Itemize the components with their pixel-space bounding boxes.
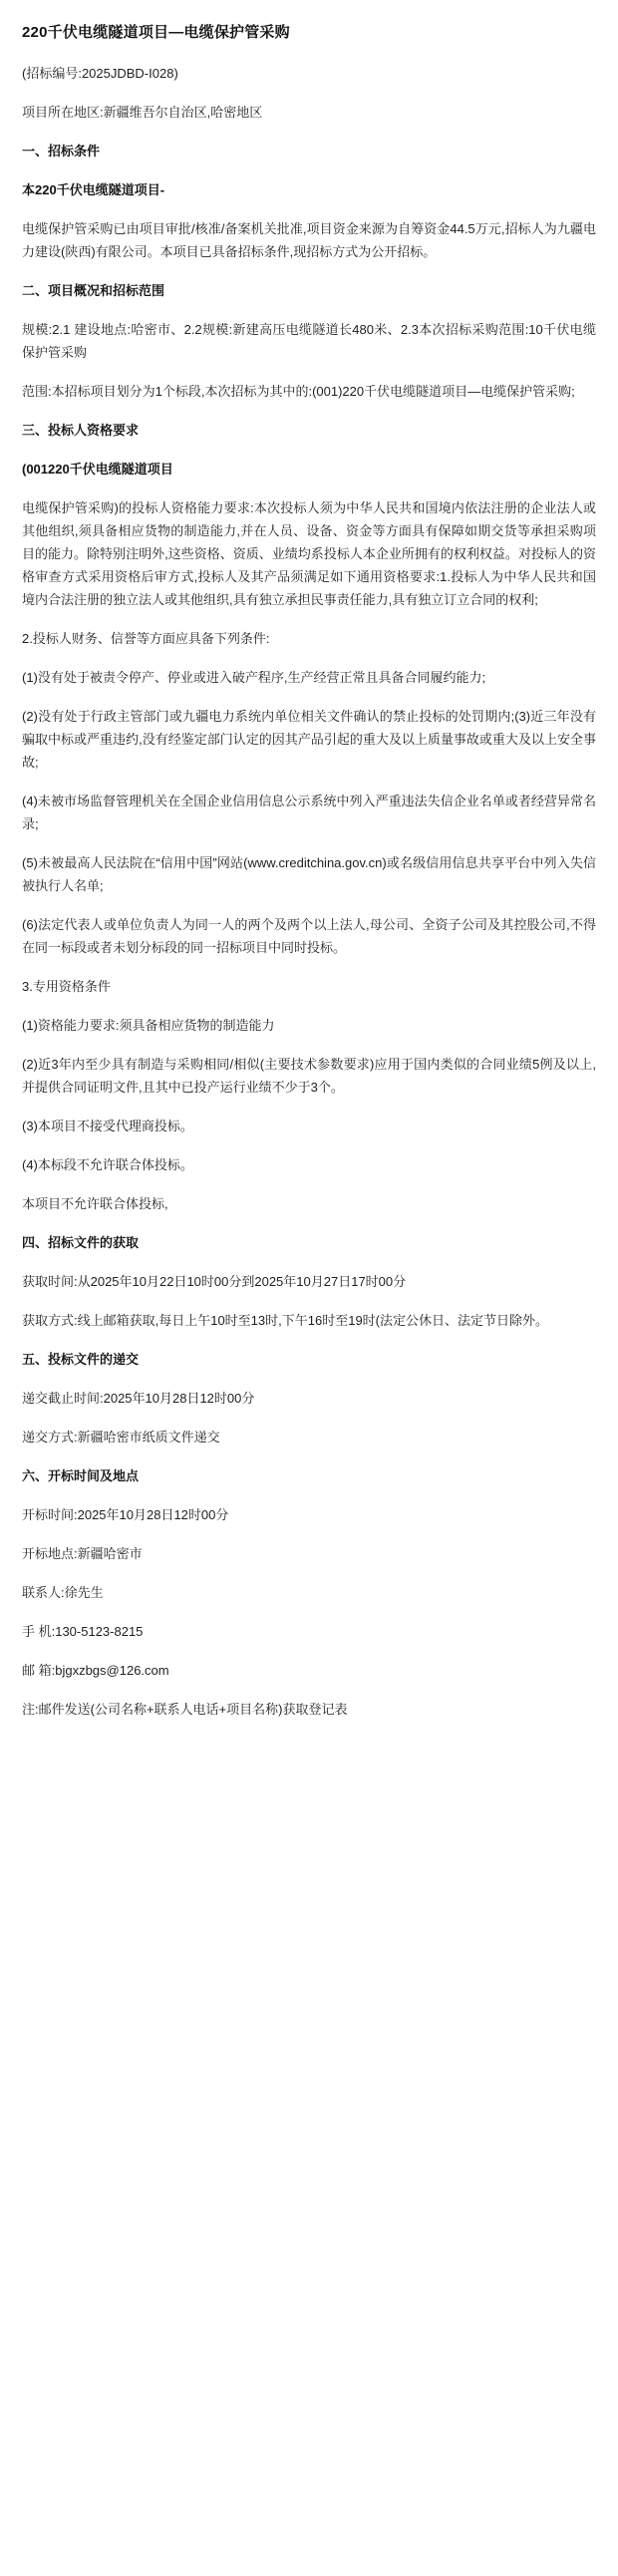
section-heading-5: 五、投标文件的递交 [22, 1352, 140, 1367]
section-3-paragraph-13: (4)本标段不允许联合体投标。 [22, 1157, 193, 1172]
section-heading-1: 一、招标条件 [22, 144, 101, 159]
section-3-paragraph-1: (001220千伏电缆隧道项目 [22, 462, 173, 477]
section-5-paragraph-2: 递交方式:新疆哈密市纸质文件递交 [22, 1430, 220, 1445]
section-3-paragraph-4: (1)没有处于被责令停产、停业或进入破产程序,生产经营正常且具备合同履约能力; [22, 670, 486, 685]
project-region: 项目所在地区:新疆维吾尔自治区,哈密地区 [22, 105, 263, 120]
section-2-paragraph-1: 规模:2.1 建设地点:哈密市、2.2规模:新建高压电缆隧道长480米、2.3本次招标采购范围:10千伏电缆保护管采购 [22, 322, 596, 360]
section-4-paragraph-2: 获取方式:线上邮箱获取,每日上午10时至13时,下午16时至19时(法定公休日、法定节日除外。 [22, 1313, 549, 1328]
section-heading-6: 六、开标时间及地点 [22, 1468, 140, 1483]
contact-person: 联系人:徐先生 [22, 1585, 104, 1600]
section-5-paragraph-1: 递交截止时间:2025年10月28日12时00分 [22, 1391, 255, 1406]
contact-email: 邮 箱:bjgxzbgs@126.com [22, 1663, 169, 1678]
section-3-paragraph-9: 3.专用资格条件 [22, 979, 111, 994]
section-1-paragraph-2: 电缆保护管采购已由项目审批/核准/备案机关批准,项目资金来源为自筹资金44.5万元,招标人为九疆电力建设(陕西)有限公司。本项目已具备招标条件,现招标方式为公开招标。 [22, 221, 596, 259]
section-3-paragraph-14: 本项目不允许联合体投标, [22, 1196, 168, 1211]
section-2-paragraph-2: 范围:本招标项目划分为1个标段,本次招标为其中的:(001)220千伏电缆隧道项目—电缆保护管采购; [22, 384, 575, 399]
section-3-paragraph-6: (4)未被市场监督管理机关在全国企业信用信息公示系统中列入严重违法失信企业名单或者经营异常名录; [22, 794, 596, 831]
section-3-paragraph-5: (2)没有处于行政主管部门或九疆电力系统内单位相关文件确认的禁止投标的处罚期内;(3)近三年没有骗取中标或严重违约,没有经鉴定部门认定的因其产品引起的重大及以上质量事故或重大及以上安全事故; [22, 709, 596, 770]
section-4-paragraph-1: 获取时间:从2025年10月22日10时00分到2025年10月27日17时00分 [22, 1274, 407, 1289]
contact-phone: 手 机:130-5123-8215 [22, 1624, 144, 1639]
section-6-paragraph-2: 开标地点:新疆哈密市 [22, 1546, 143, 1561]
section-3-paragraph-12: (3)本项目不接受代理商投标。 [22, 1119, 193, 1133]
section-1-paragraph-1: 本220千伏电缆隧道项目- [22, 182, 165, 197]
section-heading-4: 四、招标文件的获取 [22, 1235, 140, 1250]
section-6-paragraph-1: 开标时间:2025年10月28日12时00分 [22, 1507, 229, 1522]
bid-number: (招标编号:2025JDBD-I028) [22, 66, 178, 81]
document-title: 220千伏电缆隧道项目—电缆保护管采购 [22, 24, 290, 41]
section-3-paragraph-8: (6)法定代表人或单位负责人为同一人的两个及两个以上法人,母公司、全资子公司及其控股公司,不得在同一标段或者未划分标段的同一招标项目中同时投标。 [22, 917, 596, 955]
section-3-paragraph-2: 电缆保护管采购)的投标人资格能力要求:本次投标人须为中华人民共和国境内依法注册的企业法人或其他组织,须具备相应货物的制造能力,并在人员、设备、资金等方面具有保障如期交货等承担采购项目的能力。除特别注明外,这些资格、资质、业绩均系投标人本企业所拥有的权利权益。对投标人的资格审查方式采用资格后审方式,投标人及其产品须满足如下通用资格要求:1.投标人为中华人民共和国境内合法注册的独立法人或其他组织,具有独立承担民事责任能力,具有独立订立合同的权利; [22, 500, 596, 607]
section-3-paragraph-3: 2.投标人财务、信誉等方面应具备下列条件: [22, 631, 270, 646]
section-heading-2: 二、项目概况和招标范围 [22, 283, 165, 298]
section-3-paragraph-11: (2)近3年内至少具有制造与采购相同/相似(主要技术参数要求)应用于国内类似的合同业绩5例及以上,并提供合同证明文件,且其中已投产运行业绩不少于3个。 [22, 1057, 596, 1095]
contact-note: 注:邮件发送(公司名称+联系人电话+项目名称)获取登记表 [22, 1702, 348, 1717]
section-heading-3: 三、投标人资格要求 [22, 423, 140, 438]
section-3-paragraph-10: (1)资格能力要求:须具备相应货物的制造能力 [22, 1018, 275, 1033]
section-3-paragraph-7: (5)未被最高人民法院在“信用中国”网站(www.creditchina.gov.cn)或名级信用信息共享平台中列入失信被执行人名单; [22, 855, 596, 893]
